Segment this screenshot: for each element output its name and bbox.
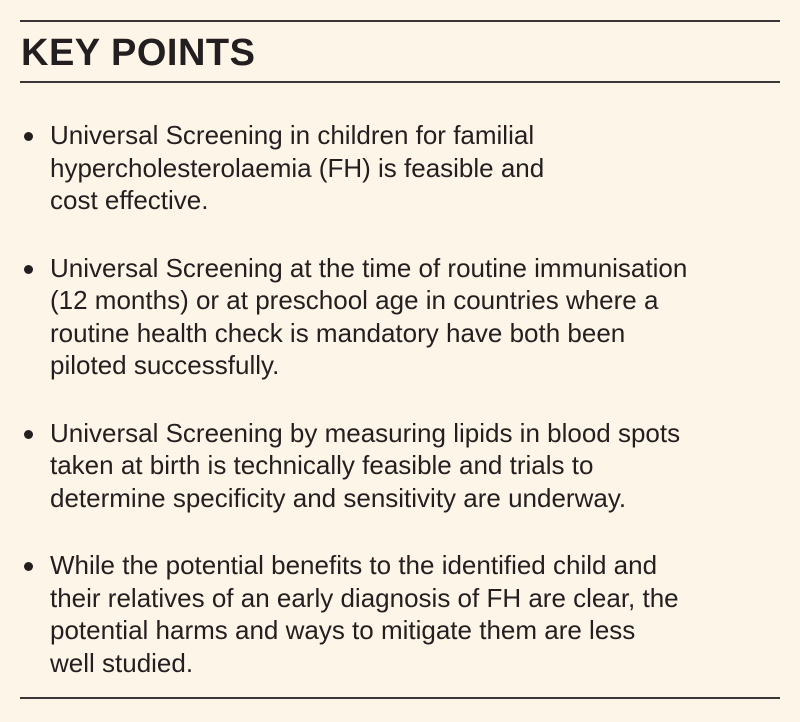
key-points-list bbox=[0, 119, 800, 714]
point-line: potential harms and ways to mitigate them are less bbox=[50, 615, 636, 645]
key-point bbox=[0, 417, 800, 515]
bullet-icon bbox=[24, 562, 33, 571]
point-line: piloted successfully. bbox=[50, 350, 280, 380]
bottom-rule bbox=[20, 697, 780, 699]
point-line: determine specificity and sensitivity are underway. bbox=[50, 482, 627, 513]
point-line: Universal Screening by measuring lipids in blood spots bbox=[50, 417, 681, 448]
point-line: cost effective. bbox=[50, 185, 209, 215]
point-line: While the potential benefits to the identified child and bbox=[50, 550, 658, 580]
point-line: (12 months) or at preschool age in countries where a bbox=[50, 285, 659, 315]
top-rule bbox=[20, 20, 780, 22]
point-line: their relatives of an early diagnosis of FH are clear, the bbox=[50, 582, 679, 613]
point-line: hypercholesterolaemia (FH) is feasible and bbox=[50, 152, 545, 183]
heading-rule bbox=[20, 81, 780, 83]
point-line: well studied. bbox=[50, 647, 194, 678]
key-point bbox=[0, 119, 800, 217]
point-line: taken at birth is technically feasible and trials to bbox=[50, 450, 594, 480]
key-point bbox=[0, 252, 800, 382]
bullet-icon bbox=[24, 430, 33, 439]
bullet-icon bbox=[24, 265, 33, 274]
point-line: routine health check is mandatory have both been bbox=[50, 317, 626, 348]
bullet-icon bbox=[24, 132, 33, 141]
point-line: Universal Screening in children for familial bbox=[50, 120, 535, 150]
point-line: Universal Screening at the time of routine immunisation bbox=[50, 252, 688, 283]
key-point bbox=[0, 549, 800, 679]
section-heading: KEY POINTS bbox=[21, 32, 256, 74]
